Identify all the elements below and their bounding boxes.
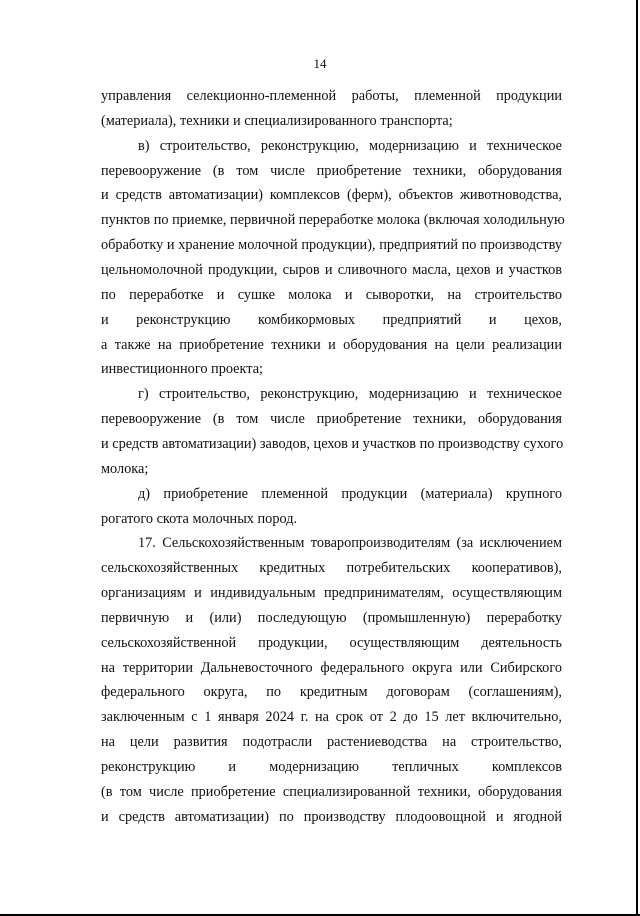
text-line: и реконструкцию комбикормовых предприятий и цехов, (101, 311, 562, 328)
text-line: 17. Сельскохозяйственным товаропроизводителям (за исключением (138, 535, 562, 552)
text-line: (в том числе приобретение специализированной техники, оборудования (101, 783, 562, 800)
text-line: инвестиционного проекта; (101, 361, 264, 378)
scan-edge-right (636, 0, 638, 916)
text-line: первичную и (или) последующую (промышленную) переработку (101, 609, 562, 626)
text-line: в) строительство, реконструкцию, модернизацию и техническое (138, 137, 562, 154)
text-line: и средств автоматизации) по производству плодоовощной и ягодной (101, 808, 562, 825)
text-line: реконструкцию и модернизацию тепличных комплексов (101, 759, 562, 775)
text-line: обработку и хранение молочной продукции), предприятий по производству (101, 237, 562, 254)
text-line: пунктов по приемке, первичной переработке молока (включая холодильную (101, 212, 565, 229)
text-line: рогатого скота молочных пород. (101, 510, 298, 527)
text-line: (материала), техники и специализированного транспорта; (101, 112, 453, 129)
text-line: перевооружение (в том числе приобретение техники, оборудования (101, 162, 562, 179)
text-line: организациям и индивидуальным предпринимателям, осуществляющим (101, 585, 562, 601)
text-line: федерального округа, по кредитным договорам (соглашениям), (101, 684, 562, 701)
text-line: перевооружение (в том числе приобретение техники, оборудования (101, 411, 562, 428)
text-line: и средств автоматизации) комплексов (ферм), объектов животноводства, (101, 187, 562, 204)
text-line: заключенным с 1 января 2024 г. на срок от 2 до 15 лет включительно, (101, 709, 562, 726)
text-line: д) приобретение племенной продукции (материала) крупного (138, 485, 562, 502)
text-line: и средств автоматизации) заводов, цехов и участков по производству сухого (101, 435, 564, 452)
text-line: г) строительство, реконструкцию, модернизацию и техническое (138, 386, 562, 403)
text-line: по переработке и сушке молока и сыворотки, на строительство (101, 286, 562, 303)
text-line: а также на приобретение техники и оборудования на цели реализации (101, 336, 562, 353)
text-line: сельскохозяйственных кредитных потребительских кооперативов), (101, 560, 562, 577)
page-number: 14 (313, 56, 327, 71)
text-line: сельскохозяйственной продукции, осуществляющим деятельность (101, 634, 562, 651)
text-line: молока; (101, 460, 149, 477)
text-line: управления селекционно-племенной работы, племенной продукции (101, 88, 562, 104)
text-line: на территории Дальневосточного федерального округа или Сибирского (101, 659, 562, 676)
text-line: цельномолочной продукции, сыров и сливочного масла, цехов и участков (101, 262, 562, 278)
text-line: на цели развития подотрасли растениеводства на строительство, (101, 734, 562, 751)
